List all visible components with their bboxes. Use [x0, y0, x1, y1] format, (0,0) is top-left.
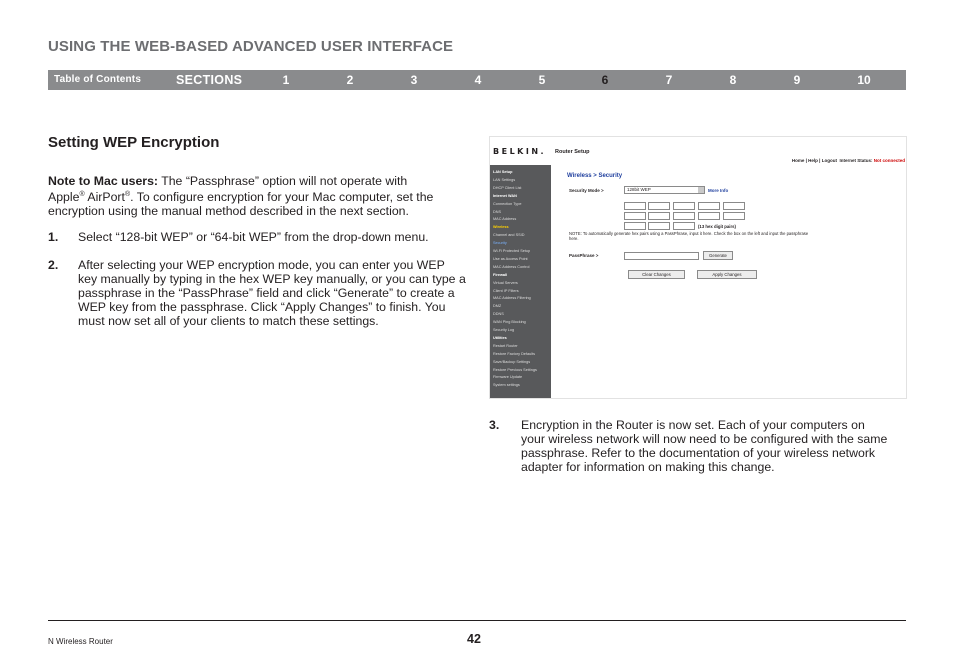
router-sidebar-item[interactable]: Use as Access Point: [493, 256, 528, 261]
router-nav-links[interactable]: Home | Help | Logout: [791, 158, 837, 163]
section-title: Setting WEP Encryption: [48, 134, 220, 151]
chevron-down-icon: [698, 187, 704, 193]
router-sidebar-item[interactable]: DNS: [493, 209, 502, 214]
mac-note-label: Note to Mac users:: [48, 174, 159, 188]
passphrase-note: NOTE: To automatically generate hex pairs using a PassPhrase, input it here. Check the box on the left and input the passphrase here.: [569, 231, 809, 241]
router-sidebar-item[interactable]: Connection Type: [493, 201, 522, 206]
mac-note-line-3: encryption using the manual method described in the next section.: [48, 204, 409, 219]
section-navbar: [48, 70, 906, 90]
section-link-9[interactable]: 9: [793, 73, 801, 87]
router-sidebar-item[interactable]: System settings: [493, 383, 520, 388]
router-sidebar-item[interactable]: Security: [493, 241, 507, 246]
hex-key-field[interactable]: [624, 222, 646, 230]
router-sidebar-item[interactable]: MAC Address Filtering: [493, 296, 531, 301]
hex-key-field[interactable]: [673, 202, 695, 210]
security-mode-select[interactable]: [624, 186, 705, 194]
router-sidebar-item[interactable]: Virtual Servers: [493, 280, 518, 285]
step-text: Encryption in the Router is now set. Each of your computers on your wireless network will now need to be configured with the same passphrase. Refer to the documentation of your wireless network adapter for information on making this change.: [521, 418, 888, 474]
router-sidebar-item[interactable]: DHCP Client List: [493, 185, 522, 190]
section-link-10[interactable]: 10: [857, 73, 871, 87]
router-sidebar-item[interactable]: MAC Address: [493, 217, 517, 222]
router-sidebar-item: Firewall: [493, 272, 508, 277]
footer-product-name: N Wireless Router: [48, 637, 113, 646]
hex-key-field[interactable]: [648, 202, 670, 210]
router-sidebar-item[interactable]: WAN Ping Blocking: [493, 320, 526, 325]
step-number: 3.: [489, 418, 500, 432]
hex-key-field[interactable]: [723, 212, 745, 220]
hex-key-field[interactable]: [648, 222, 670, 230]
hex-key-field[interactable]: [648, 212, 670, 220]
router-setup-title: Router Setup: [555, 149, 590, 155]
sections-label: SECTIONS: [176, 73, 243, 87]
passphrase-label: PassPhrase >: [569, 253, 599, 258]
more-info-link[interactable]: More Info: [708, 188, 729, 193]
router-sidebar-item[interactable]: Firmware Update: [493, 375, 523, 380]
section-link-2[interactable]: 2: [346, 73, 354, 87]
router-sidebar-item[interactable]: Client IP Filters: [493, 288, 519, 293]
router-sidebar-item[interactable]: Save/Backup Settings: [493, 359, 531, 364]
mac-note-airport: AirPort: [84, 190, 125, 205]
internet-status-value: Not connected: [873, 158, 905, 163]
section-link-4[interactable]: 4: [474, 73, 482, 87]
router-sidebar-item[interactable]: Channel and SSID: [493, 233, 525, 238]
hex-key-field[interactable]: [624, 202, 646, 210]
security-mode-value: 128bit WEP: [627, 187, 651, 192]
hex-key-field[interactable]: [723, 202, 745, 210]
router-sidebar-item[interactable]: Restore Factory Defaults: [493, 351, 535, 356]
section-link-8[interactable]: 8: [729, 73, 737, 87]
step-number: 2.: [48, 258, 59, 272]
page-number: 42: [467, 632, 481, 646]
router-sidebar-item[interactable]: Wi-Fi Protected Setup: [493, 249, 531, 253]
hex-key-field[interactable]: [673, 222, 695, 230]
router-sidebar-item[interactable]: Security Log: [493, 328, 515, 332]
section-link-6[interactable]: 6: [601, 73, 609, 87]
registered-mark: ®: [124, 191, 131, 198]
apply-changes-button[interactable]: Apply Changes: [697, 270, 757, 279]
section-link-5[interactable]: 5: [538, 73, 546, 87]
internet-status-label: Internet Status:: [839, 158, 873, 163]
mac-note-line-2: . To configure encryption for your Mac computer, set the: [130, 190, 434, 205]
router-header: [490, 137, 907, 167]
router-sidebar-item[interactable]: Wireless: [493, 225, 509, 230]
section-link-7[interactable]: 7: [665, 73, 673, 87]
mac-note-paragraph: [48, 174, 468, 218]
belkin-logo: BELKIN.: [493, 147, 547, 156]
section-link-3[interactable]: 3: [410, 73, 418, 87]
step-text: After selecting your WEP encryption mode, you can enter you WEP key manually by typing in the hex WEP key manually, or you can type a passphrase in the “PassPhrase” field and click “Generate” to create a WEP key from the passphrase. Click “Apply Changes” to finish. You must now set all of your clients to match these settings.: [78, 258, 466, 328]
hex-key-field[interactable]: [698, 212, 720, 220]
hex-key-field[interactable]: [698, 202, 720, 210]
router-sidebar-item[interactable]: Restore Previous Settings: [493, 367, 537, 372]
clear-changes-button[interactable]: Clear Changes: [628, 270, 685, 279]
mac-note-apple: Apple: [48, 190, 80, 205]
router-sidebar-item[interactable]: Restart Router: [493, 343, 518, 348]
hex-key-field[interactable]: [673, 212, 695, 220]
router-sidebar-item: Internet WAN: [493, 193, 517, 198]
router-sidebar-item: LAN Setup: [493, 170, 513, 174]
router-sidebar-item[interactable]: LAN Settings: [493, 177, 516, 182]
passphrase-input[interactable]: [624, 252, 699, 260]
router-main-panel: [551, 165, 906, 398]
router-breadcrumb: Wireless > Security: [567, 173, 623, 179]
router-sidebar-item: Utilities: [493, 335, 507, 340]
hex-key-field[interactable]: [624, 212, 646, 220]
router-sidebar-item[interactable]: MAC Address Control: [493, 264, 530, 269]
footer-divider: [48, 620, 906, 621]
router-sidebar: [490, 165, 551, 399]
generate-button[interactable]: Generate: [703, 251, 733, 260]
step-number: 1.: [48, 230, 59, 244]
registered-mark: ®: [79, 191, 85, 198]
step-text: Select “128-bit WEP” or “64-bit WEP” from the drop-down menu.: [78, 230, 429, 244]
page-header-title: USING THE WEB-BASED ADVANCED USER INTERFACE: [48, 38, 454, 55]
router-sidebar-item[interactable]: DMZ: [493, 304, 502, 309]
hex-pairs-note: (13 hex digit pairs): [698, 224, 736, 229]
router-setup-screenshot: [489, 136, 907, 399]
table-of-contents-link[interactable]: Table of Contents: [54, 74, 142, 85]
section-link-1[interactable]: 1: [282, 73, 290, 87]
router-sidebar-item[interactable]: DDNS: [493, 312, 504, 317]
security-mode-label: Security Mode >: [569, 188, 604, 193]
mac-note-line-1: The “Passphrase” option will not operate with: [158, 174, 408, 188]
router-header-links: [792, 158, 905, 163]
